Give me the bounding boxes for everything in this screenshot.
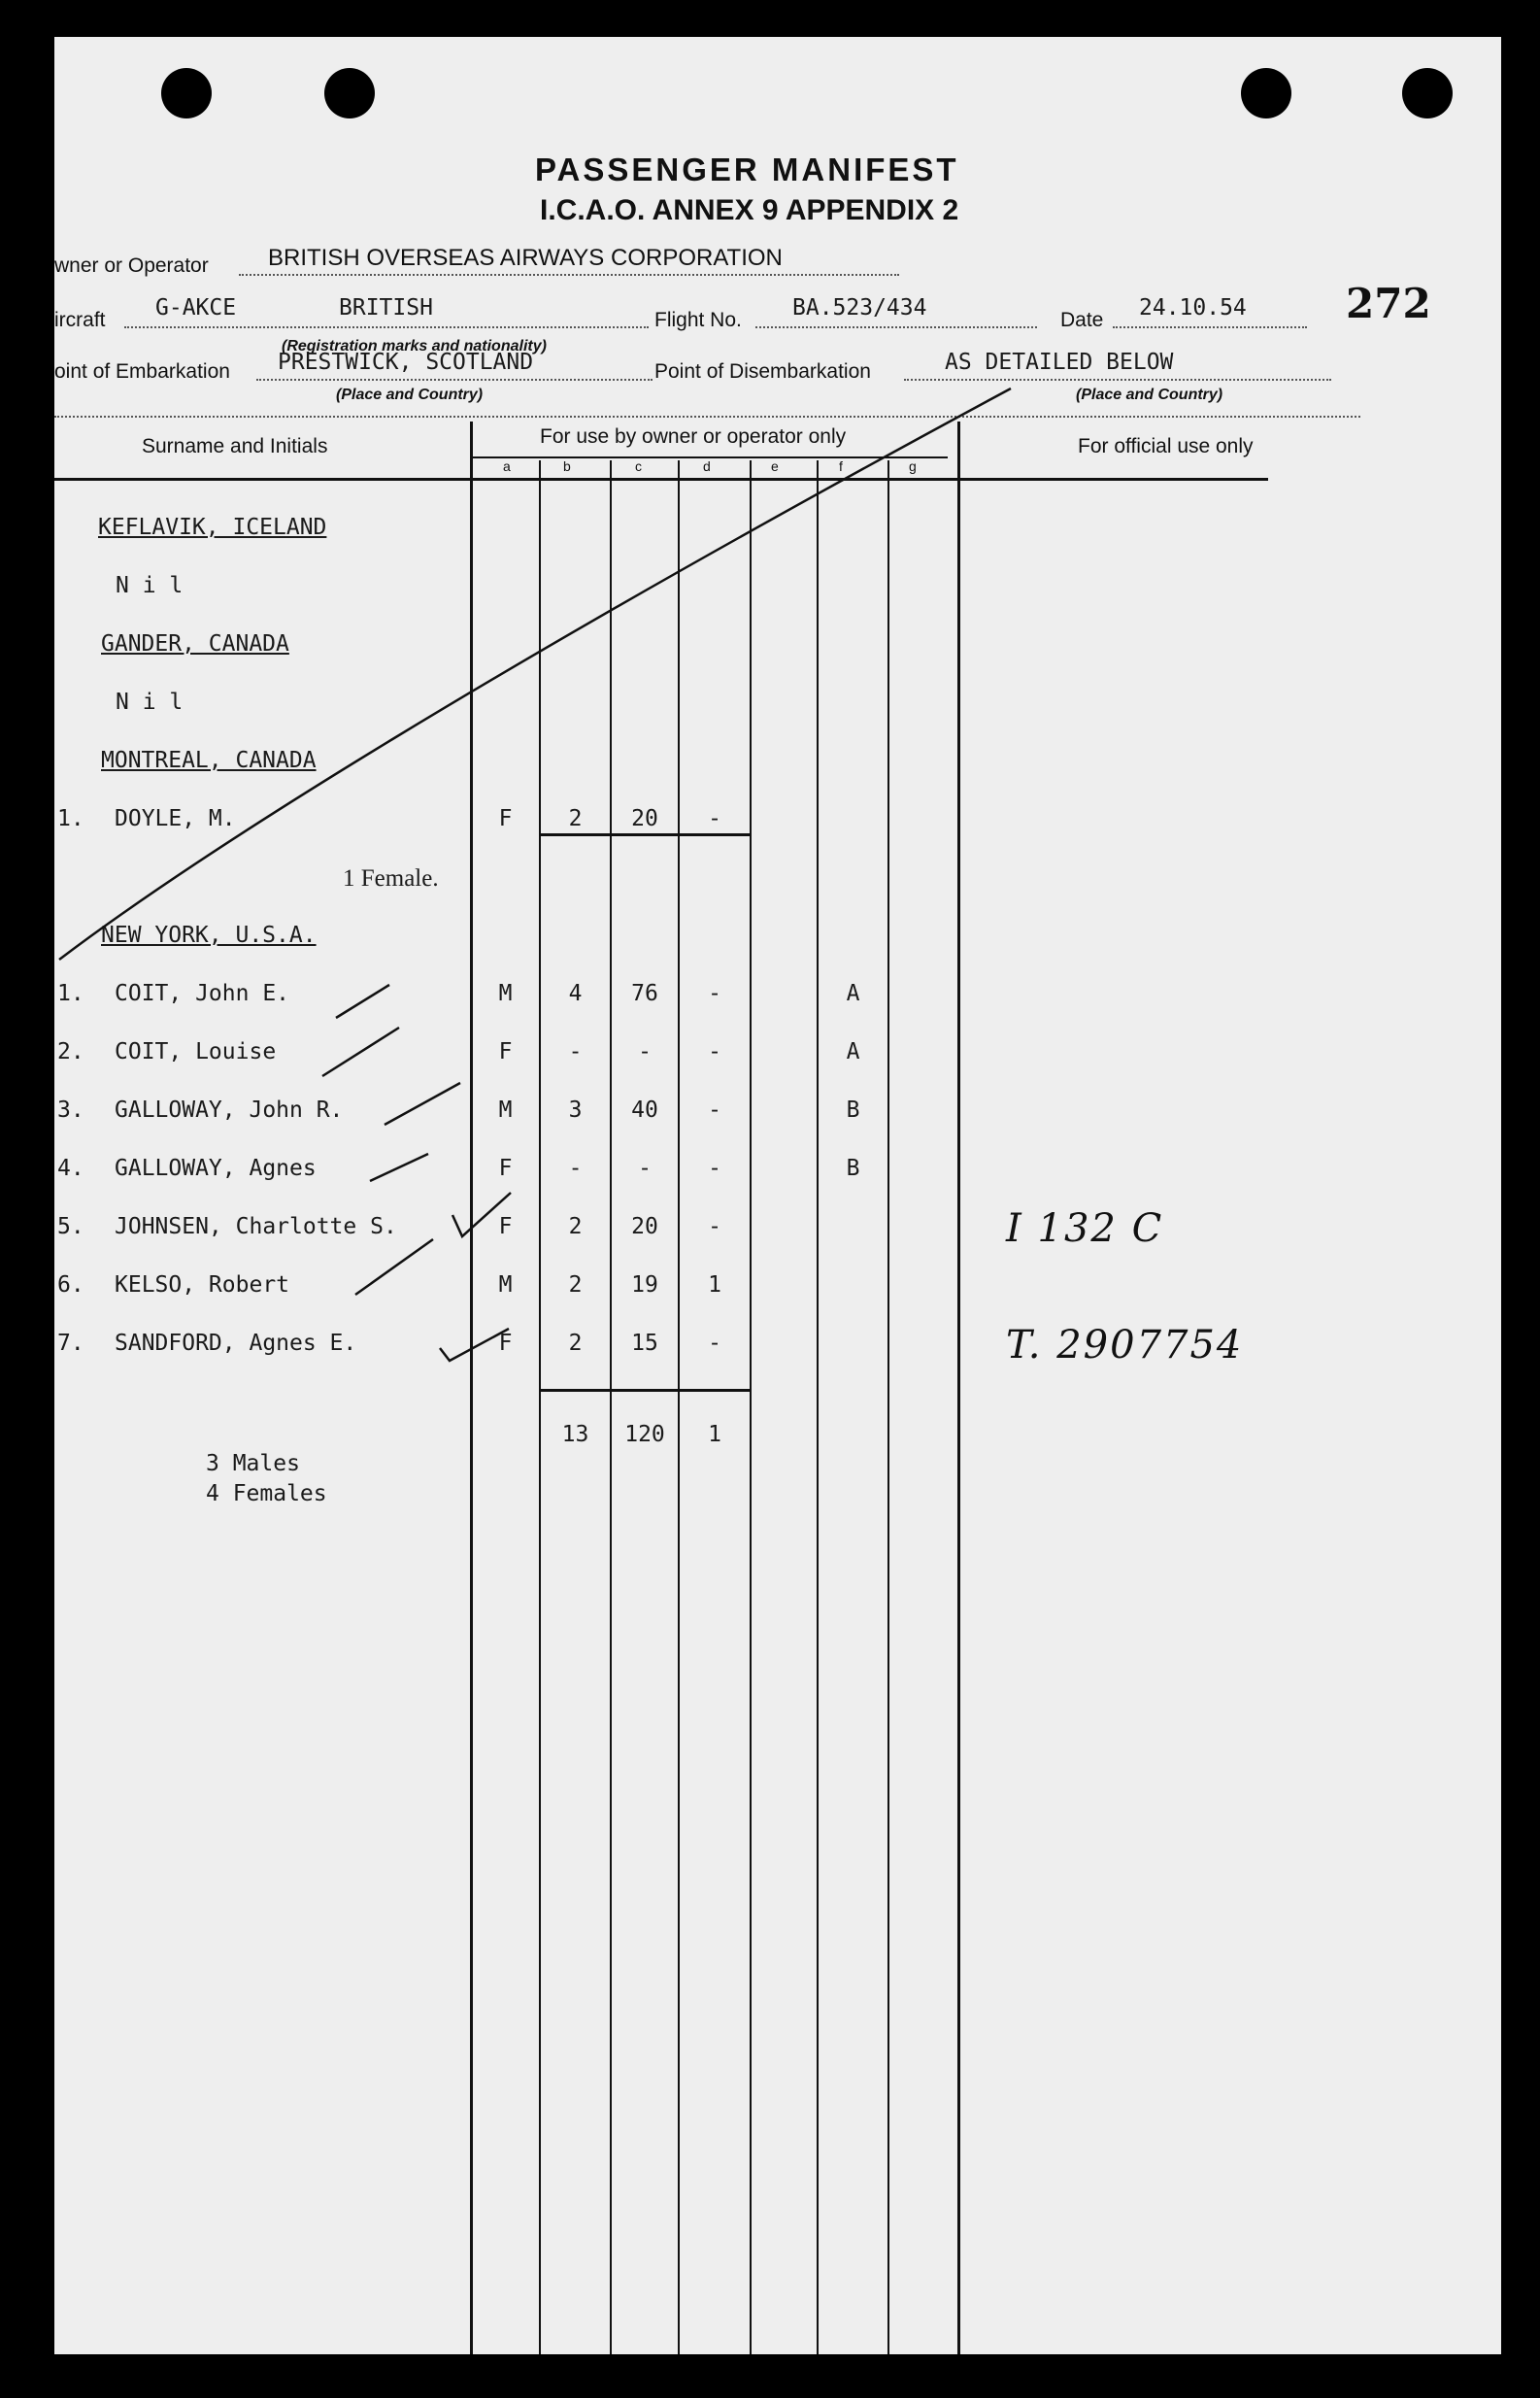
passenger-2-f: A [846, 1039, 860, 1064]
check-mark-icon [355, 1239, 433, 1295]
aircraft-reg: G-AKCE [155, 295, 237, 321]
col-g-header: g [909, 458, 917, 474]
manifest-title: PASSENGER MANIFEST [535, 152, 959, 187]
col-a-header: a [503, 458, 511, 474]
passenger-4-no: 4. [57, 1156, 84, 1181]
passenger-6-b: 2 [568, 1272, 583, 1298]
passenger-4-c: - [638, 1156, 652, 1181]
total-c: 120 [624, 1422, 665, 1447]
section-place-gander: GANDER, CANADA [101, 631, 289, 657]
passenger-7-d: - [708, 1331, 721, 1356]
passenger-1-no: 1. [57, 981, 84, 1006]
col-b-header: b [563, 458, 571, 474]
aircraft-nationality: BRITISH [339, 295, 433, 321]
total-b: 13 [561, 1422, 589, 1447]
passenger-5-official-note: I 132 C [1006, 1206, 1164, 1251]
owner-use-header: For use by owner or operator only [540, 425, 847, 448]
passenger-7-b: 2 [568, 1331, 583, 1356]
section-note-gander: N i l [116, 690, 184, 715]
passenger-1-c: 76 [631, 981, 658, 1006]
passenger-1-name: COIT, John E. [115, 981, 290, 1006]
pen-marks [54, 37, 1501, 2354]
surname-column-header: Surname and Initials [142, 435, 328, 457]
passenger-7-c: 15 [631, 1331, 658, 1356]
passenger-5-b: 2 [568, 1214, 583, 1239]
passenger-3-c: 40 [631, 1098, 658, 1123]
passenger-7-name: SANDFORD, Agnes E. [115, 1331, 357, 1356]
section-place-montreal: MONTREAL, CANADA [101, 748, 317, 773]
check-mark-icon [370, 1154, 428, 1181]
passenger-3-a: M [498, 1098, 513, 1123]
passenger-4-name: GALLOWAY, Agnes [115, 1156, 317, 1181]
passenger-3-name: GALLOWAY, John R. [115, 1098, 344, 1123]
passenger-6-no: 6. [57, 1272, 84, 1298]
passenger-3-d: - [708, 1098, 721, 1123]
montreal-row-d: - [708, 806, 721, 831]
passenger-5-d: - [708, 1214, 721, 1239]
official-use-header: For official use only [1078, 435, 1254, 457]
passenger-5-no: 5. [57, 1214, 84, 1239]
passenger-6-name: KELSO, Robert [115, 1272, 290, 1298]
summary-females: 4 Females [206, 1481, 327, 1506]
montreal-row-a: F [498, 806, 513, 831]
total-d: 1 [708, 1422, 721, 1447]
disembark-label: Point of Disembarkation [654, 360, 871, 383]
passenger-6-c: 19 [631, 1272, 658, 1298]
passenger-4-d: - [708, 1156, 721, 1181]
col-c-header: c [635, 458, 642, 474]
passenger-4-f: B [846, 1156, 860, 1181]
date-label: Date [1060, 309, 1104, 331]
manifest-subtitle: I.C.A.O. ANNEX 9 APPENDIX 2 [540, 194, 959, 226]
passenger-7-a: F [498, 1331, 513, 1356]
passenger-2-no: 2. [57, 1039, 84, 1064]
passenger-4-a: F [498, 1156, 513, 1181]
check-mark-icon [322, 1028, 399, 1076]
passenger-4-b: - [568, 1156, 583, 1181]
passenger-6-a: M [498, 1272, 513, 1298]
passenger-2-d: - [708, 1039, 721, 1064]
passenger-7-no: 7. [57, 1331, 84, 1356]
embark-label: oint of Embarkation [54, 360, 230, 383]
aircraft-note: (Registration marks and nationality) [282, 338, 547, 355]
montreal-row-number: 1. [57, 806, 84, 831]
check-mark-icon [385, 1083, 460, 1125]
passenger-6-d: 1 [708, 1272, 721, 1298]
passenger-3-no: 3. [57, 1098, 84, 1123]
flight-value: BA.523/434 [792, 295, 927, 321]
check-mark-icon [336, 985, 389, 1018]
page-number: 272 [1346, 280, 1431, 327]
passenger-3-f: B [846, 1098, 860, 1123]
section-place-keflavik: KEFLAVIK, ICELAND [98, 515, 327, 540]
passenger-1-a: M [498, 981, 513, 1006]
embark-value: PRESTWICK, SCOTLAND [278, 350, 534, 375]
owner-value: BRITISH OVERSEAS AIRWAYS CORPORATION [268, 245, 783, 271]
passenger-5-c: 20 [631, 1214, 658, 1239]
col-e-header: e [771, 458, 779, 474]
disembark-value: AS DETAILED BELOW [945, 350, 1174, 375]
montreal-summary: 1 Female. [343, 865, 439, 892]
passenger-3-b: 3 [568, 1098, 583, 1123]
montreal-row-c: 20 [631, 806, 658, 831]
manifest-sheet [54, 37, 1501, 2354]
aircraft-label: ircraft [54, 309, 106, 331]
passenger-7-official-note: T. 2907754 [1006, 1323, 1244, 1368]
passenger-5-a: F [498, 1214, 513, 1239]
col-f-header: f [839, 458, 843, 474]
passenger-2-c: - [638, 1039, 652, 1064]
passenger-1-b: 4 [568, 981, 583, 1006]
disembark-note: (Place and Country) [1076, 387, 1223, 403]
diagonal-strike-line [59, 388, 1011, 960]
passenger-1-f: A [846, 981, 860, 1006]
passenger-2-b: - [568, 1039, 583, 1064]
embark-note: (Place and Country) [336, 387, 484, 403]
passenger-5-name: JOHNSEN, Charlotte S. [115, 1214, 397, 1239]
passenger-2-a: F [498, 1039, 513, 1064]
flight-label: Flight No. [654, 309, 742, 331]
section-note-keflavik: N i l [116, 573, 184, 598]
passenger-2-name: COIT, Louise [115, 1039, 277, 1064]
owner-label: wner or Operator [54, 254, 209, 277]
passenger-1-d: - [708, 981, 721, 1006]
montreal-row-name: DOYLE, M. [115, 806, 236, 831]
date-value: 24.10.54 [1139, 295, 1247, 321]
section-place-newyork: NEW YORK, U.S.A. [101, 923, 317, 948]
montreal-row-b: 2 [568, 806, 583, 831]
col-d-header: d [703, 458, 711, 474]
summary-males: 3 Males [206, 1451, 300, 1476]
